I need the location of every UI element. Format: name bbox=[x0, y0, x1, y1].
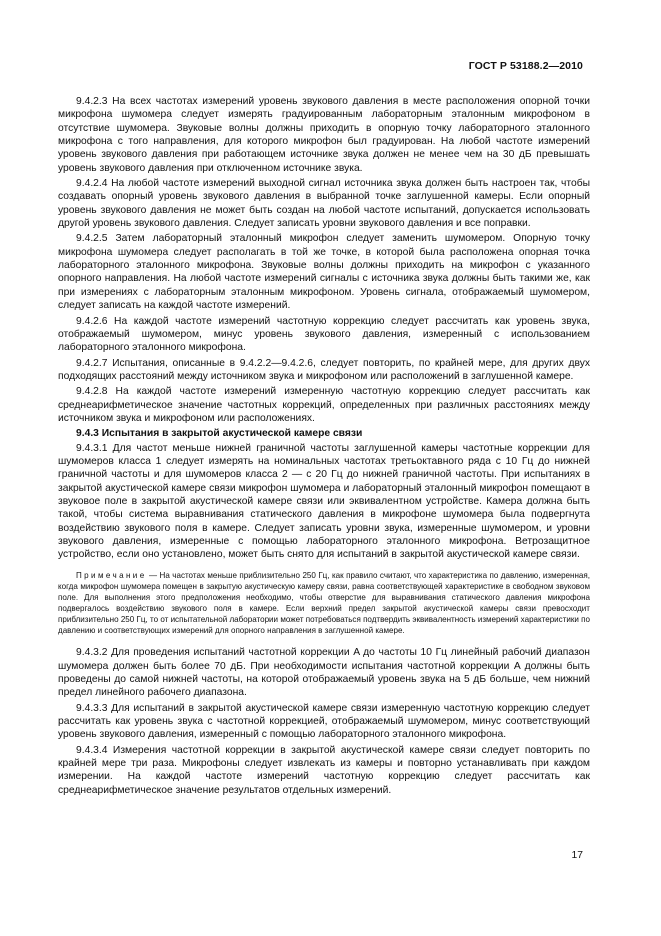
note-paragraph bbox=[58, 570, 590, 637]
paragraph-9-4-2-6: 9.4.2.6 На каждой частоте измерений частотную коррекцию следует рассчитать как уровень звука, отображаемый шумомером, минус уровень звукового давления, измеренный с использованием лабораторного эталонного микрофона. bbox=[58, 315, 590, 354]
note-text: — На частотах меньше приблизительно 250 Гц, как правило считают, что характеристика по давлению, измеренная, когда микрофон шумомера помещен в закрытую акустическую камеру связи, равна соответствующей характеристике в свободном звуковом поле. Для выполнения этого предположения необходимо, чтобы отверстие для выравнивания статического давления микрофона подвергалось воздействию звукового поля в камере. Если верхний предел закрытой акустической камеры связи превосходит приблизительно 250 Гц, то от испытательной лаборатории может потребоваться подтвердить эквивалентность измерений характеристики по давлению и соответствующих измерений для опорного направления в заглушенной камере. bbox=[58, 570, 590, 636]
paragraph-9-4-2-3: 9.4.2.3 На всех частотах измерений уровень звукового давления в месте расположения опорной точки микрофона шумомера следует измерять градуированным лабораторным эталонным микрофоном в отсутствие шумомера. Звуковые волны должны приходить в опорную точку лабораторного эталонного микрофона с того направления, для которого микрофон был градуирован. На любой частоте измерений уровень звукового давления при работающем источнике звука должен не менее чем на 30 дБ превышать уровень звукового давления при отключенном источнике звука. bbox=[58, 96, 590, 174]
paragraph-9-4-3-4: 9.4.3.4 Измерения частотной коррекции в закрытой акустической камере связи следует повторить по крайней мере три раза. Микрофоны следует извлекать из камеры и повторно устанавливать при каждом измерении. На каждой частоте измерений частотную коррекцию следует рассчитать как среднеарифметическое значение результатов отдельных измерений. bbox=[58, 744, 590, 796]
paragraph-9-4-2-7: 9.4.2.7 Испытания, описанные в 9.4.2.2—9.4.2.6, следует повторить, по крайней мере, для других двух подходящих расстояний между источником звука и микрофоном или расположений в заглушенной камере. bbox=[58, 357, 590, 382]
section-heading-9-4-3: 9.4.3 Испытания в закрытой акустической камере связи bbox=[76, 428, 363, 440]
paragraph-9-4-2-4: 9.4.2.4 На любой частоте измерений выходной сигнал источника звука должен быть настроен так, чтобы создавать опорный уровень звукового давления в выбранной точке заглушенной камеры. Если опорный уровень звукового давления не может быть создан на любой частоте испытаний, допускается использовать другой уровень звукового давления. Следует записать уровни звукового давления и все поправки. bbox=[58, 178, 590, 230]
paragraph-9-4-3-2: 9.4.3.2 Для проведения испытаний частотной коррекции A до частоты 10 Гц линейный рабочий диапазон шумомера должен быть более 70 дБ. При необходимости испытания частотной коррекции A должны быть проведены до самой нижней частоты, на которой отображаемый уровень звука на 5 дБ больше, чем нижний предел линейного рабочего диапазона. bbox=[58, 647, 590, 699]
paragraph-9-4-3-1: 9.4.3.1 Для частот меньше нижней граничной частоты заглушенной камеры частотные коррекции для шумомеров класса 1 следует измерять на номинальных частотах третьоктавного ряда с 10 Гц до нижней граничной частоты и для шумомеров класса 2 — с 20 Гц до нижней граничной частоты. При испытаниях в закрытой акустической камере связи микрофон шумомера и лабораторный эталонный микрофон помещают в звуковое поле в закрытой акустической камере связи или эквивалентном устройстве. Камера должна быть такой, чтобы система выравнивания статического давления в микрофоне шумомера была подвергнута воздействию звукового поля в камере. Следует записать уровни звука, измеренные шумомером, и уровни звукового давления, измеренные с помощью лабораторного эталонного микрофона. Ветрозащитное устройство, если оно установлено, может быть снято для испытаний в закрытой акустической камере связи. bbox=[58, 442, 590, 561]
document-body bbox=[58, 95, 590, 799]
paragraph-9-4-2-8: 9.4.2.8 На каждой частоте измерений измеренную частотную коррекцию следует рассчитать как среднеарифметическое значение частотных коррекций, определенных при различных расстояниях между источником звука и микрофоном или расположениях. bbox=[58, 386, 590, 424]
paragraph-9-4-3-3: 9.4.3.3 Для испытаний в закрытой акустической камере связи измеренную частотную коррекцию следует рассчитать как уровень звука с частотной коррекцией, отображаемый шумомером, минус соответствующий уровень звукового давления, измеренный с помощью лабораторного эталонного микрофона. bbox=[58, 702, 590, 741]
page-number: 17 bbox=[571, 850, 583, 861]
paragraph-9-4-2-5: 9.4.2.5 Затем лабораторный эталонный микрофон следует заменить шумомером. Опорную точку микрофона шумомера следует располагать в той же точке, в которой была расположена опорная точка лабораторного эталонного микрофона. Звуковые волны должны приходить на микрофон с указанного опорного направления. На любой частоте измерений сигналы с источника звука должны быть такими же, как при измерениях с лабораторным эталонным микрофоном. Уровень сигнала, отображаемый шумомером, следует записать на каждой частоте измерений. bbox=[58, 233, 590, 312]
document-id-header: ГОСТ Р 53188.2—2010 bbox=[468, 60, 583, 72]
note-label: Примечание bbox=[76, 570, 147, 580]
